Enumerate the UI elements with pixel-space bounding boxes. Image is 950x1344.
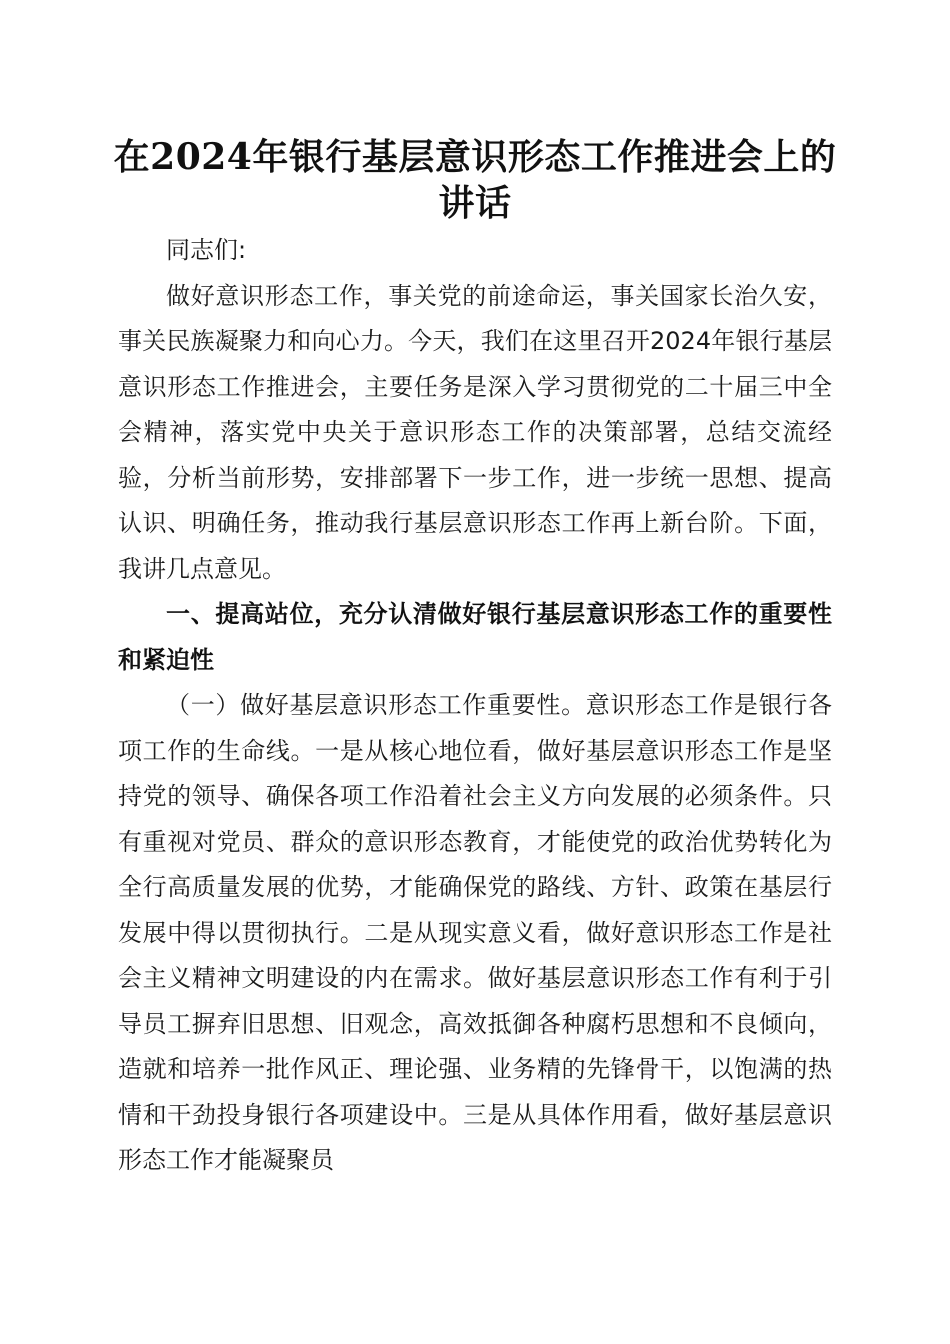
subsection-paragraph: （一）做好基层意识形态工作重要性。意识形态工作是银行各项工作的生命线。一是从核心地位看，做好基层意识形态工作是坚持党的领导、确保各项工作沿着社会主义方向发展的必须条件。只有重视对党员、群众的意识形态教育，才能使党的政治优势转化为全行高质量发展的优势，才能确保党的路线、方针、政策在基层行发展中得以贯彻执行。二是从现实意义看，做好意识形态工作是社会主义精神文明建设的内在需求。做好基层意识形态工作有利于引导员工摒弃旧思想、旧观念，高效抵御各种腐朽思想和不良倾向，造就和培养一批作风正、理论强、业务精的先锋骨干，以饱满的热情和干劲投身银行各项建设中。三是从具体作用看，做好基层意识形态工作才能凝聚员 xyxy=(118,691,832,1174)
intro-paragraph: 做好意识形态工作，事关党的前途命运，事关国家长治久安，事关民族凝聚力和向心力。今天，我们在这里召开2024年银行基层意识形态工作推进会，主要任务是深入学习贯彻党的二十届三中全会精神，落实党中央关于意识形态工作的决策部署，总结交流经验，分析当前形势，安排部署下一步工作，进一步统一思想、提高认识、明确任务，推动我行基层意识形态工作再上新台阶。下面，我讲几点意见。 xyxy=(118,281,832,583)
document-title: 在2024年银行基层意识形态工作推进会上的讲话 xyxy=(113,136,837,224)
salutation: 同志们: xyxy=(166,236,247,264)
document-body xyxy=(118,228,832,1184)
section-heading: 一、提高站位，充分认清做好银行基层意识形态工作的重要性和紧迫性 xyxy=(118,600,832,674)
